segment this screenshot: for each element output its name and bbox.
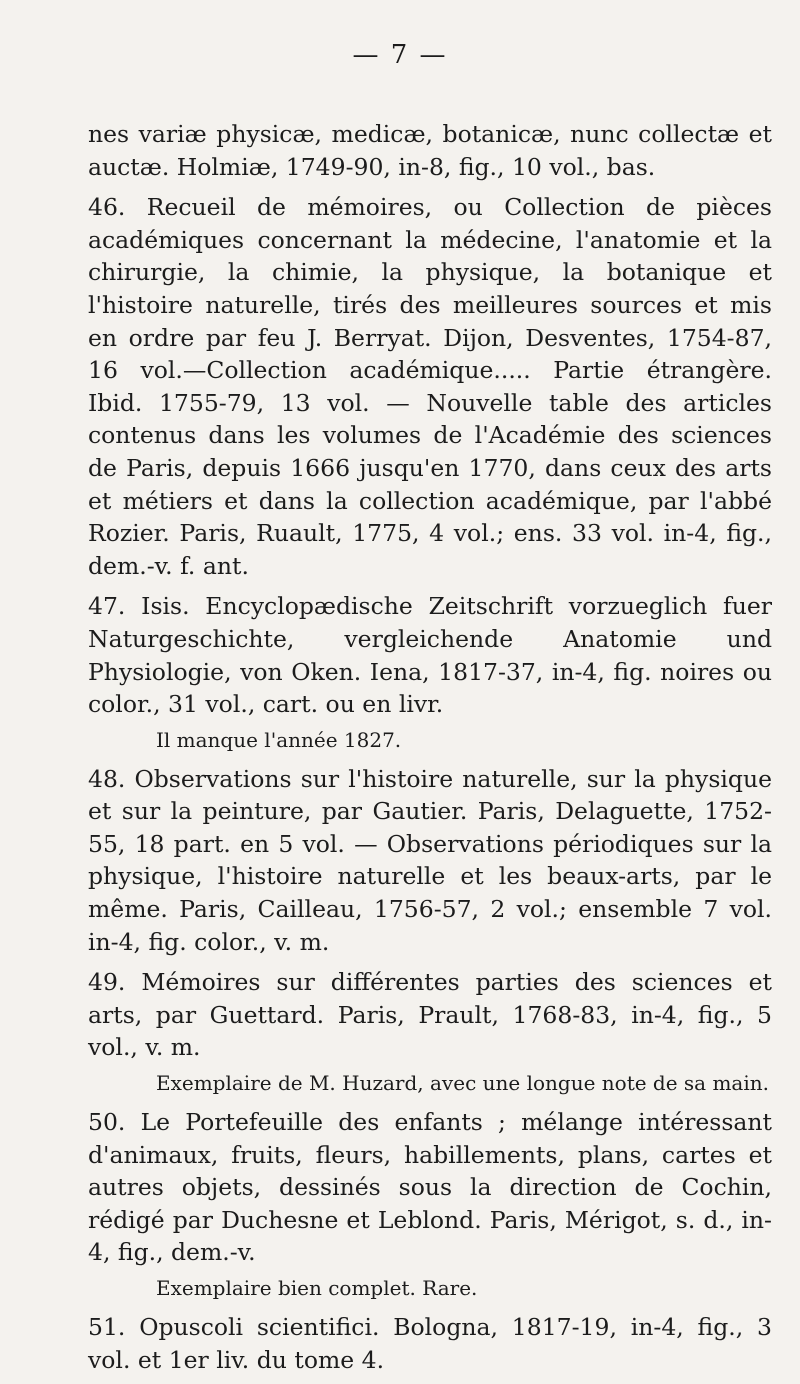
page-content — [88, 118, 772, 1384]
entry-number: 50. — [88, 1108, 126, 1137]
entry-note: Exemplaire bien complet. Rare. — [156, 1276, 478, 1300]
entry-49 — [88, 966, 772, 1098]
page-number: — 7 — — [352, 40, 448, 70]
entry-number: 48. — [88, 764, 126, 793]
entry-note: Il manque l'année 1827. — [156, 727, 402, 752]
continued-entry-text: nes variæ physicæ, medicæ, botanicæ, nunc collectæ et auctæ. Holmiæ, 1749-90, in-8, fig., 10 vol., bas. — [88, 120, 772, 181]
entry-48 — [88, 763, 772, 959]
entry-number: 46. — [88, 193, 126, 222]
entry-50 — [88, 1106, 772, 1303]
entry-text: Le Portefeuille des enfants ; mélange intéressant d'animaux, fruits, fleurs, habillements, plans, cartes et autres objets, dessinés sous la direction de Cochin, rédigé par Duchesne et Leblond. Paris, Mérigot, s. d., in-4, fig., dem.-v. — [88, 1108, 772, 1267]
entry-46 — [88, 191, 772, 582]
entry-47 — [88, 590, 772, 754]
entry-text: Mémoires sur différentes parties des sciences et arts, par Guettard. Paris, Prault, 1768-83, in-4, fig., 5 vol., v. m. — [88, 968, 772, 1062]
entry-text: Observations sur l'histoire naturelle, sur la physique et sur la peinture, par Gautier. Paris, Delaguette, 1752-55, 18 part. en 5 vol. — Observations périodiques sur la physique, l'histoire naturelle et les beaux-arts, par le même. Paris, Cailleau, 1756-57, 2 vol.; ensemble 7 vol. in-4, fig. color., v. m. — [88, 764, 772, 956]
entry-number: 47. — [88, 592, 126, 621]
entry-51 — [88, 1311, 772, 1376]
entry-number: 49. — [88, 968, 126, 997]
entry-text: Opuscoli scientifici. Bologna, 1817-19, in-4, fig., 3 vol. et 1er liv. du tome 4. — [88, 1313, 772, 1374]
entry-note: Exemplaire de M. Huzard, avec une longue note de sa main. — [156, 1071, 769, 1096]
entry-text: Recueil de mémoires, ou Collection de pièces académiques concernant la médecine, l'anatomie et la chirurgie, la chimie, la physique, la botanique et l'histoire naturelle, tirés des meilleures sources et mis en ordre par feu J. Berryat. Dijon, Desventes, 1754-87, 16 vol.—Collection académique..... Partie étrangère. Ibid. 1755-79, 13 vol. — Nouvelle table des articles contenus dans les volumes de l'Académie des sciences de Paris, depuis 1666 jusqu'en 1770, dans ceux des arts et métiers et dans la collection académique, par l'abbé Rozier. Paris, Ruault, 1775, 4 vol.; ens. 33 vol. in-4, fig., dem.-v. f. ant. — [88, 193, 772, 580]
entry-number: 51. — [88, 1313, 126, 1341]
entry-text: Isis. Encyclopædische Zeitschrift vorzueglich fuer Naturgeschichte, vergleichende Anatomie und Physiologie, von Oken. Iena, 1817-37, in-4, fig. noires ou color., 31 vol., cart. ou en livr. — [88, 592, 772, 719]
